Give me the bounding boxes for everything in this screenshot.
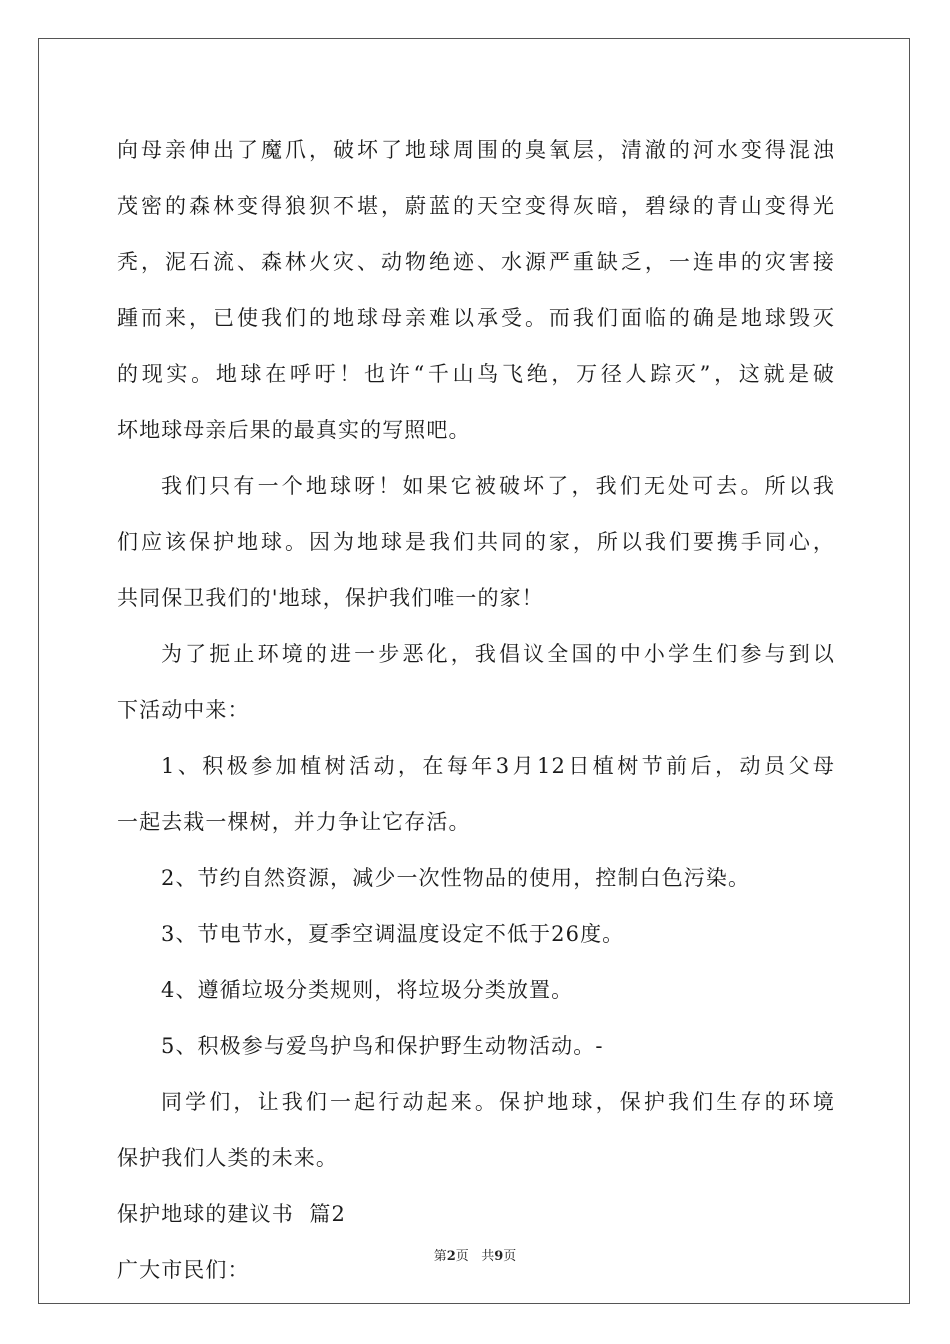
total-prefix: 共: [481, 1249, 495, 1264]
document-body: [117, 128, 835, 1304]
list-item-1: 1、积极参加植树活动，在每年3月12日植树节前后，动员父母: [161, 754, 835, 778]
text-line: 茂密的森林变得狼狈不堪，蔚蓝的天空变得灰暗，碧绿的青山变得光: [117, 194, 835, 218]
paragraph-start-line: 我们只有一个地球呀！如果它被破坏了，我们无处可去。所以我: [161, 474, 835, 498]
page-number: 2: [446, 1249, 456, 1264]
text-line: 下活动中来：: [117, 698, 250, 722]
text-line: 的现实。地球在呼吁！也许“千山鸟飞绝，万径人踪灭”，这就是破: [117, 362, 835, 386]
total-suffix: 页: [503, 1249, 517, 1264]
text-line: 一起去栽一棵树，并力争让它存活。: [117, 810, 471, 834]
text-line: 们应该保护地球。因为地球是我们共同的家，所以我们要携手同心，: [117, 530, 835, 554]
text-line: 向母亲伸出了魔爪，破坏了地球周围的臭氧层，清澈的河水变得混浊: [117, 138, 835, 162]
paragraph-start-line: 同学们，让我们一起行动起来。保护地球，保护我们生存的环境: [161, 1090, 835, 1114]
list-item-2: 2、节约自然资源，减少一次性物品的使用，控制白色污染。: [161, 866, 751, 890]
page-footer: [0, 1245, 950, 1264]
list-item-4: 4、遵循垃圾分类规则，将垃圾分类放置。: [161, 978, 574, 1002]
text-line: 踵而来，已使我们的地球母亲难以承受。而我们面临的确是地球毁灭: [117, 306, 835, 330]
page-suffix: 页: [455, 1249, 469, 1264]
paragraph-start-line: 为了扼止环境的进一步恶化，我倡议全国的中小学生们参与到以: [161, 642, 835, 666]
total-pages: 9: [494, 1249, 504, 1264]
text-line: 共同保卫我们的'地球，保护我们唯一的家！: [117, 586, 544, 610]
list-item-5: 5、积极参与爱鸟护鸟和保护野生动物活动。-: [161, 1034, 604, 1058]
salutation: 广大市民们：: [117, 1258, 250, 1282]
page-prefix: 第: [433, 1249, 447, 1264]
text-line: 坏地球母亲后果的最真实的写照吧。: [117, 418, 471, 442]
text-line: 秃，泥石流、森林火灾、动物绝迹、水源严重缺乏，一连串的灾害接: [117, 250, 835, 274]
section-heading: 保护地球的建议书 篇2: [117, 1202, 346, 1226]
text-line: 保护我们人类的未来。: [117, 1146, 338, 1170]
list-item-3: 3、节电节水，夏季空调温度设定不低于26度。: [161, 922, 625, 946]
